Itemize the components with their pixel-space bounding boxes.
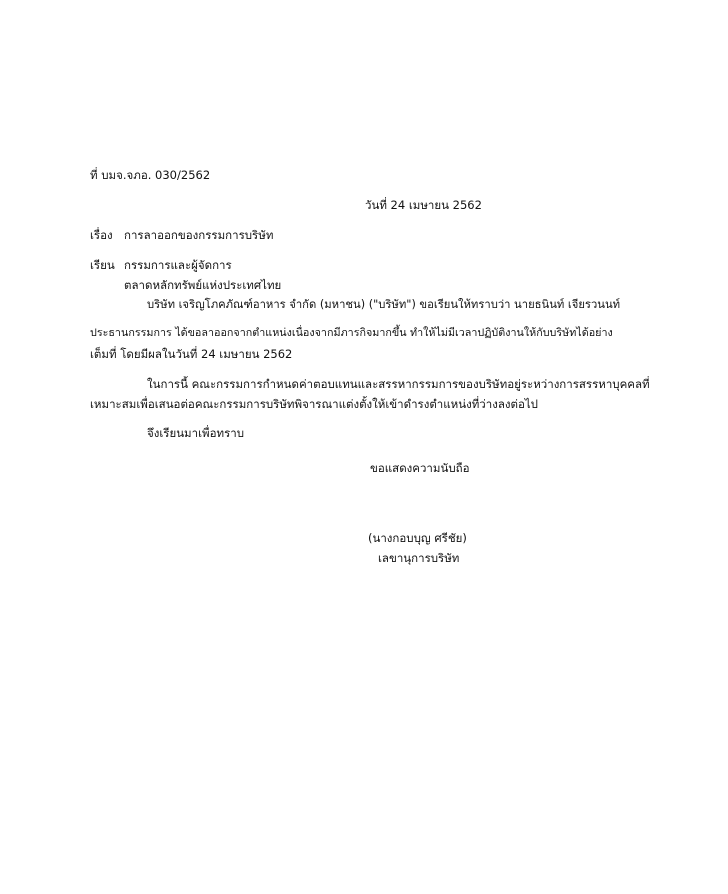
signer-name: (นางกอบบุญ ศรีชัย) [368,531,467,545]
recipient-line-2: ตลาดหลักทรัพย์แห่งประเทศไทย [124,278,282,292]
recipient-line-1: กรรมการและผู้จัดการ [124,258,232,272]
regards-line: ขอแสดงความนับถือ [370,461,470,475]
signer-title: เลขานุการบริษัท [378,551,460,565]
paragraph-2-line-1: ในการนี้ คณะกรรมการกำหนดค่าตอบแทนและสรรหากรรมการของบริษัทอยู่ระหว่างการสรรหาบุคคลที่ [147,377,650,391]
letter-date: วันที่ 24 เมษายน 2562 [365,198,482,212]
recipient-label: เรียน [90,258,115,272]
paragraph-2-line-2: เหมาะสมเพื่อเสนอต่อคณะกรรมการบริษัทพิจารณาแต่งตั้งให้เข้าดำรงตำแหน่งที่ว่างลงต่อไป [90,397,538,411]
subject-label: เรื่อง [90,228,113,242]
reference-number: ที่ บมจ.จภอ. 030/2562 [90,168,211,182]
paragraph-1-line-3: เต็มที่ โดยมีผลในวันที่ 24 เมษายน 2562 [90,347,293,361]
closing-line: จึงเรียนมาเพื่อทราบ [147,426,245,440]
paragraph-1-line-1: บริษัท เจริญโภคภัณฑ์อาหาร จำกัด (มหาชน) ("บริษัท") ขอเรียนให้ทราบว่า นายธนินท์ เจียรวนนท์ [147,298,621,311]
subject-text: การลาออกของกรรมการบริษัท [124,228,274,242]
paragraph-1-line-2: ประธานกรรมการ ได้ขอลาออกจากตำแหน่งเนื่องจากมีภารกิจมากขึ้น ทำให้ไม่มีเวลาปฏิบัติงานให้กับบริษัทได้อย่าง [90,326,613,339]
